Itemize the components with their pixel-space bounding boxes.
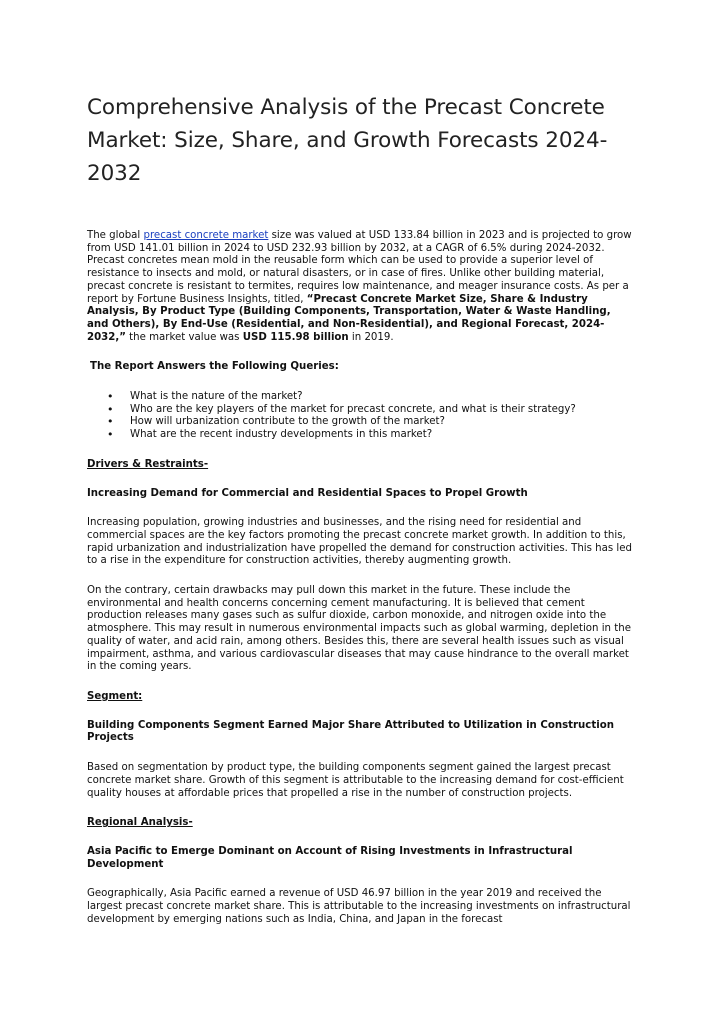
list-item: • What is the nature of the market? [87, 391, 635, 404]
queries-list [87, 391, 635, 442]
drivers-paragraph-1: Increasing population, growing industries and businesses, and the rising need for residential and commercial spaces are the key factors promoting the precast concrete market growth. In addition to this, rapid urbanization and industrialization have propelled the demand for construction activities. This has led to a rise in the expenditure for construction activities, thereby augmenting growth. [87, 517, 632, 567]
report-title: “Precast Concrete Market Size, Share & Industry Analysis, By Product Type (Building Components, Transportation, Water & Waste Handling, and Others), By End-Use (Residential, and Non-Residential), and Regional Forecast, 2024-2032,” [87, 293, 611, 343]
intro-paragraph [87, 230, 635, 344]
list-item: • What are the recent industry developments in this market? [87, 429, 635, 442]
regional-subheading: Asia Pacific to Emerge Dominant on Account of Rising Investments in Infrastructural Development [87, 845, 573, 870]
segment-heading: Segment: [87, 690, 143, 702]
intro-text-middle: the market value was [125, 331, 243, 343]
intro-text-end: in 2019. [348, 331, 394, 343]
market-value-2019: USD 115.98 billion [242, 331, 349, 343]
document-body [87, 230, 635, 926]
document-title: Comprehensive Analysis of the Precast Concrete Market: Size, Share, and Growth Forecasts 2024-2032 [87, 95, 608, 186]
precast-concrete-market-link[interactable]: precast concrete market [143, 230, 269, 241]
drivers-paragraph-2: On the contrary, certain drawbacks may pull down this market in the future. These include the environmental and health concerns concerning cement manufacturing. It is believed that cement production releases many gases such as sulfur dioxide, carbon monoxide, and nitrogen oxide into the atmosphere. This may result in numerous environmental impacts such as global warming, depletion in the quality of water, and acid rain, among others. Besides this, there are several health issues such as visual impairment, asthma, and various cardiovascular diseases that may cause hindrance to the overall market in the coming years. [87, 585, 631, 673]
drivers-subheading: Increasing Demand for Commercial and Residential Spaces to Propel Growth [87, 487, 528, 499]
segment-subheading: Building Components Segment Earned Major Share Attributed to Utilization in Construction Projects [87, 719, 614, 744]
regional-paragraph: Geographically, Asia Pacific earned a revenue of USD 46.97 billion in the year 2019 and received the largest precast concrete market share. This is attributable to the increasing investments on infrastructural development by emerging nations such as India, China, and Japan in the forecast [87, 888, 631, 925]
segment-paragraph: Based on segmentation by product type, the building components segment gained the largest precast concrete market share. Growth of this segment is attributable to the increasing demand for cost-efficient quality houses at affordable prices that propelled a rise in the number of construction projects. [87, 762, 624, 799]
queries-heading: The Report Answers the Following Queries: [90, 361, 339, 373]
drivers-heading: Drivers & Restraints- [87, 458, 209, 470]
list-item: • Who are the key players of the market for precast concrete, and what is their strategy? [87, 404, 635, 417]
list-item: • How will urbanization contribute to the growth of the market? [87, 416, 635, 429]
regional-heading: Regional Analysis- [87, 817, 193, 829]
intro-text-start: The global [87, 230, 144, 241]
intro-text-body: size was valued at USD 133.84 billion in 2023 and is projected to grow from USD 141.01 billion in 2024 to USD 232.93 billion by 2032, at a CAGR of 6.5% during 2024-2032. Precast concretes mean mold in the reusable form which can be used to provide a superior level of resistance to insects and mold, or natural disasters, or in case of fires. Unlike other building material, precast concrete is resistant to termites, requires low maintenance, and meager insurance costs. As per a report by Fortune Business Insights, titled, [87, 230, 632, 305]
